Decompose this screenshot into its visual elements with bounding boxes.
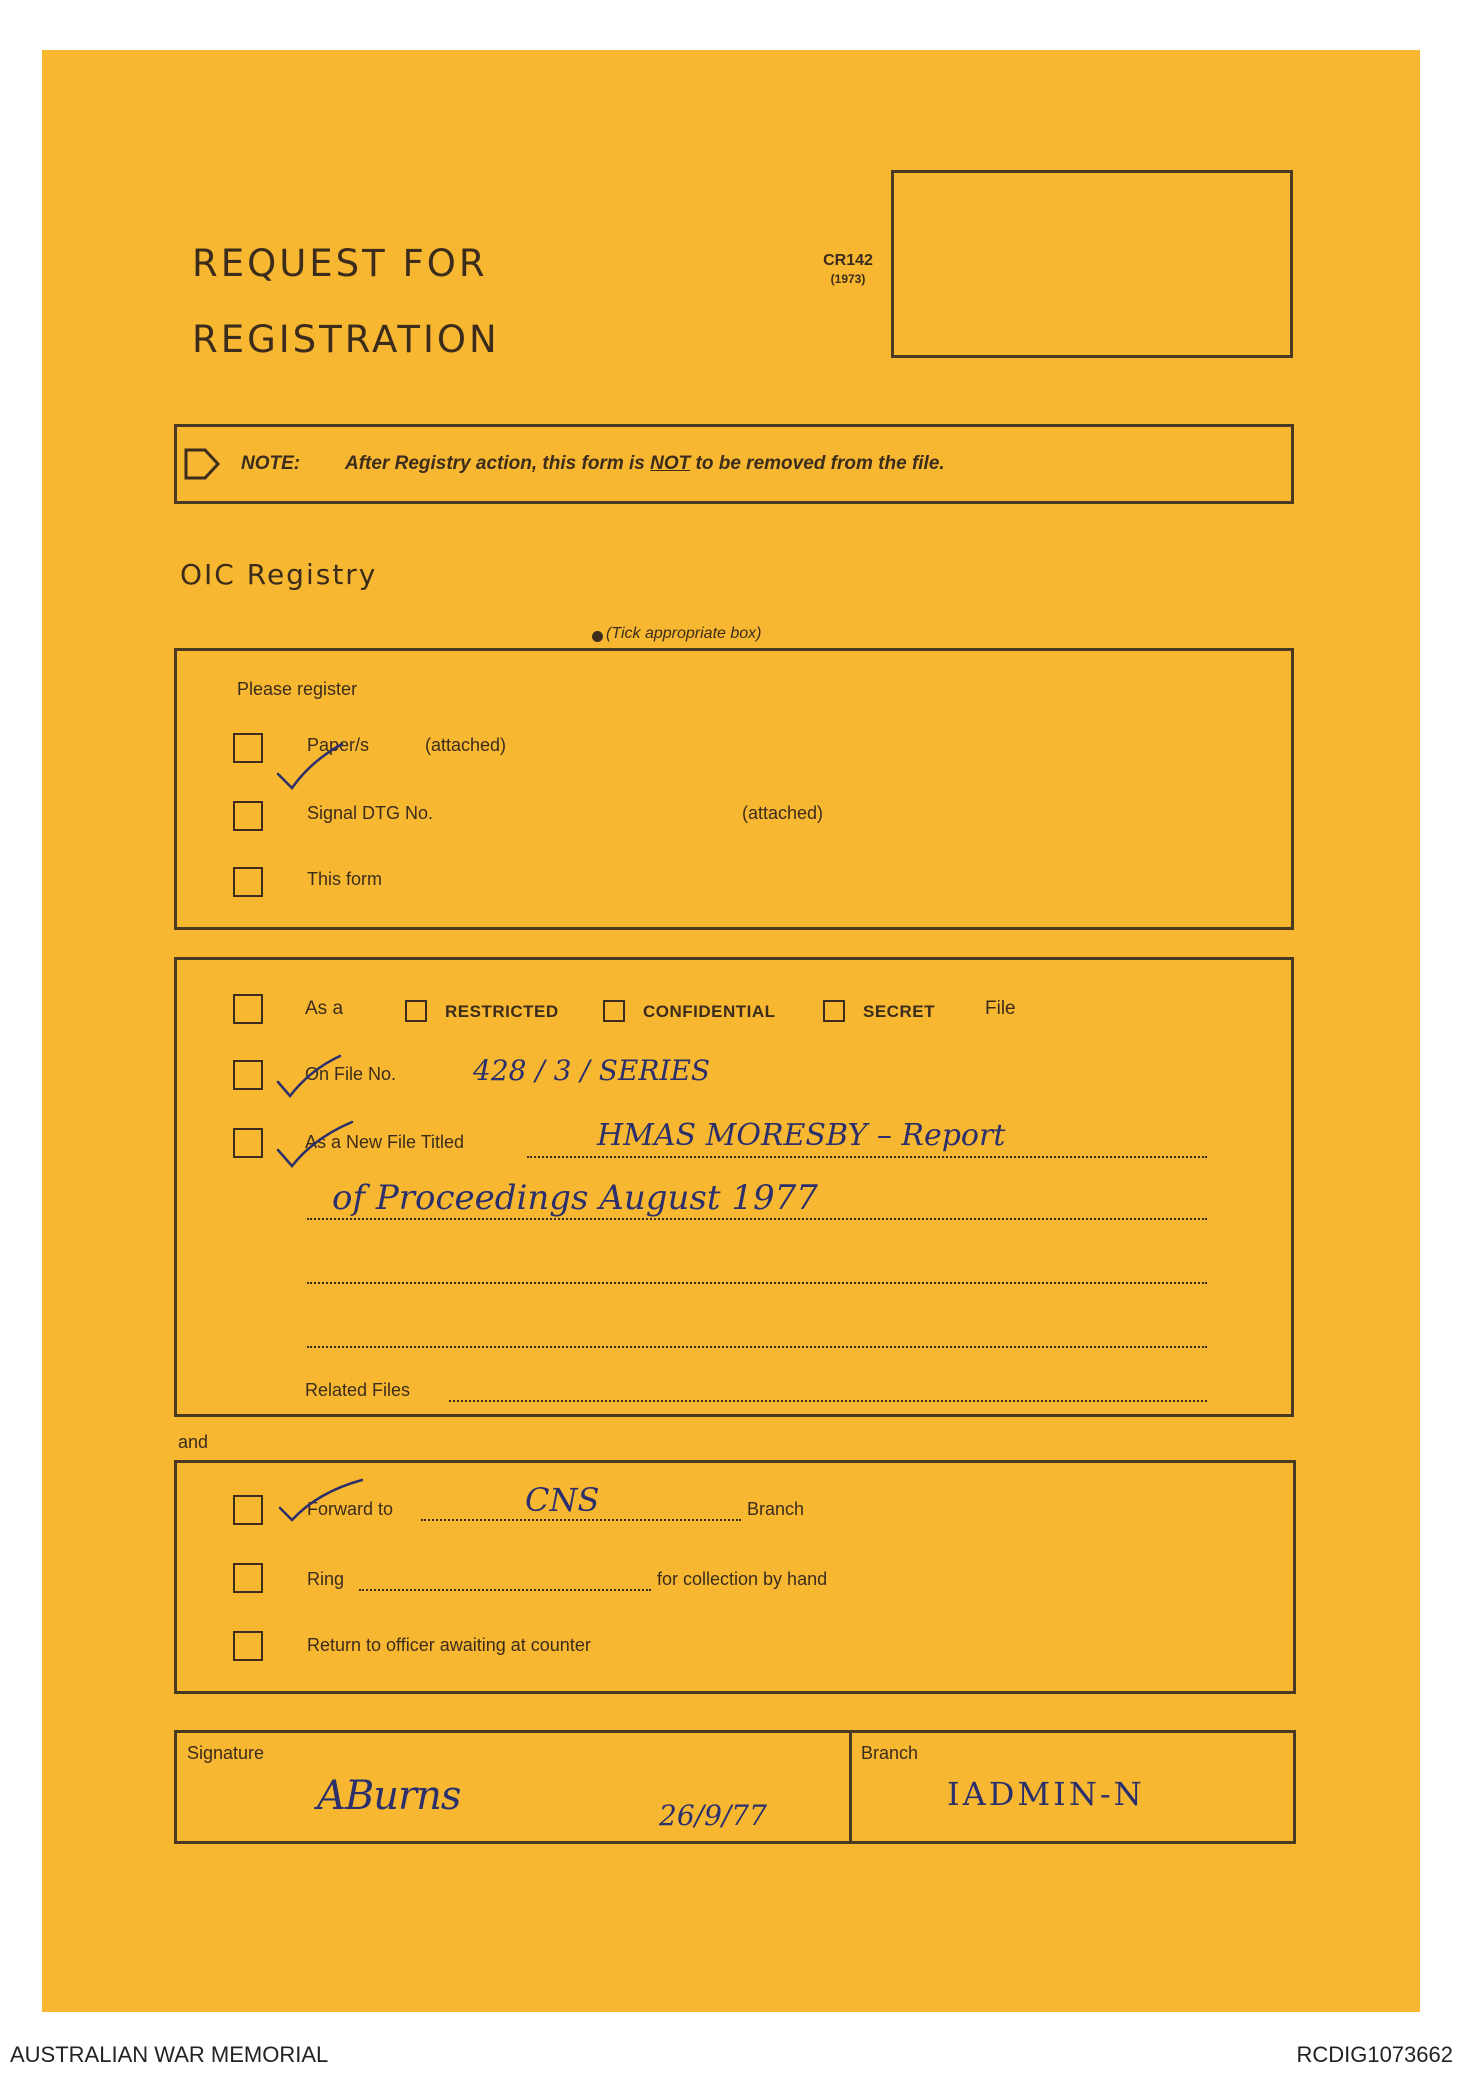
signoff-box [174, 1730, 1296, 1844]
this-form-label: This form [307, 869, 383, 889]
tick-hint: (Tick appropriate box) [606, 625, 762, 642]
signoff-divider [849, 1733, 852, 1841]
related-files-label: Related Files [305, 1380, 411, 1400]
new-file-line-4 [307, 1346, 1207, 1348]
restricted-label: RESTRICTED [445, 1002, 559, 1021]
bullet-icon [592, 631, 603, 642]
note-arrow-icon [183, 447, 221, 481]
form-title-line2: REGISTRATION [192, 318, 500, 361]
new-file-tick-icon [270, 1118, 360, 1178]
return-checkbox[interactable] [233, 1631, 263, 1661]
signature-value[interactable]: ABurns [317, 1773, 461, 1819]
as-a-label: As a [305, 998, 344, 1019]
on-file-tick-icon [270, 1050, 350, 1110]
note-text-after: to be removed from the file. [695, 453, 945, 474]
paper-checkbox[interactable] [233, 733, 263, 763]
forward-label: Forward to [307, 1499, 394, 1519]
ring-line[interactable] [359, 1589, 651, 1591]
on-file-checkbox[interactable] [233, 1060, 263, 1090]
paper-suffix: (attached) [425, 735, 507, 755]
related-files-line[interactable] [449, 1400, 1207, 1402]
restricted-checkbox[interactable] [405, 1000, 427, 1022]
new-file-value-2[interactable]: of Proceedings August 1977 [332, 1178, 818, 1218]
secret-label: SECRET [863, 1002, 935, 1021]
form-code-year: (1973) [830, 272, 866, 286]
confidential-checkbox[interactable] [603, 1000, 625, 1022]
footer-right: RCDIG1073662 [1296, 2042, 1453, 2067]
form-sheet [42, 50, 1420, 2012]
registry-stamp-box [891, 170, 1293, 358]
ring-label: Ring [307, 1569, 345, 1589]
this-form-checkbox[interactable] [233, 867, 263, 897]
note-text-before: After Registry action, this form is [345, 453, 645, 474]
paper-label: Paper/s [307, 735, 370, 755]
date-value[interactable]: 26/9/77 [659, 1799, 767, 1832]
paper-tick-icon [270, 740, 350, 800]
file-box [174, 957, 1294, 1417]
new-file-line-3 [307, 1282, 1207, 1284]
on-file-label: On File No. [305, 1064, 397, 1084]
forward-tick-icon [270, 1474, 370, 1534]
as-a-checkbox[interactable] [233, 994, 263, 1024]
note-label: NOTE: [241, 453, 301, 474]
new-file-checkbox[interactable] [233, 1128, 263, 1158]
branch-label: Branch [861, 1743, 919, 1763]
new-file-line-1 [527, 1156, 1207, 1158]
return-label: Return to officer awaiting at counter [307, 1635, 591, 1655]
note-text-emphasis: NOT [650, 453, 691, 474]
new-file-label: As a New File Titled [305, 1132, 465, 1152]
signature-label: Signature [187, 1743, 265, 1763]
form-title-line1: REQUEST FOR [192, 242, 488, 285]
signal-checkbox[interactable] [233, 801, 263, 831]
file-word: File [985, 998, 1016, 1019]
and-word: and [178, 1432, 209, 1452]
on-file-value[interactable]: 428 / 3 / SERIES [473, 1054, 711, 1087]
signal-label: Signal DTG No. [307, 803, 434, 823]
forward-value[interactable]: CNS [525, 1481, 600, 1519]
secret-checkbox[interactable] [823, 1000, 845, 1022]
forward-branch-word: Branch [747, 1499, 805, 1519]
new-file-line-2 [307, 1218, 1207, 1220]
note-text [345, 453, 945, 475]
ring-checkbox[interactable] [233, 1563, 263, 1593]
forward-checkbox[interactable] [233, 1495, 263, 1525]
forward-line [421, 1519, 741, 1521]
confidential-label: CONFIDENTIAL [643, 1002, 776, 1021]
ring-suffix: for collection by hand [657, 1569, 828, 1589]
form-code-number: CR142 [823, 252, 873, 269]
new-file-value-1[interactable]: HMAS MORESBY – Report [597, 1118, 1006, 1153]
footer-left: AUSTRALIAN WAR MEMORIAL [10, 2042, 329, 2067]
branch-value[interactable]: IADMIN-N [947, 1775, 1145, 1813]
signal-suffix: (attached) [742, 803, 824, 823]
note-box [174, 424, 1294, 504]
form-code [808, 252, 888, 288]
oic-registry-heading: OIC Registry [180, 558, 378, 591]
register-heading: Please register [237, 679, 358, 699]
